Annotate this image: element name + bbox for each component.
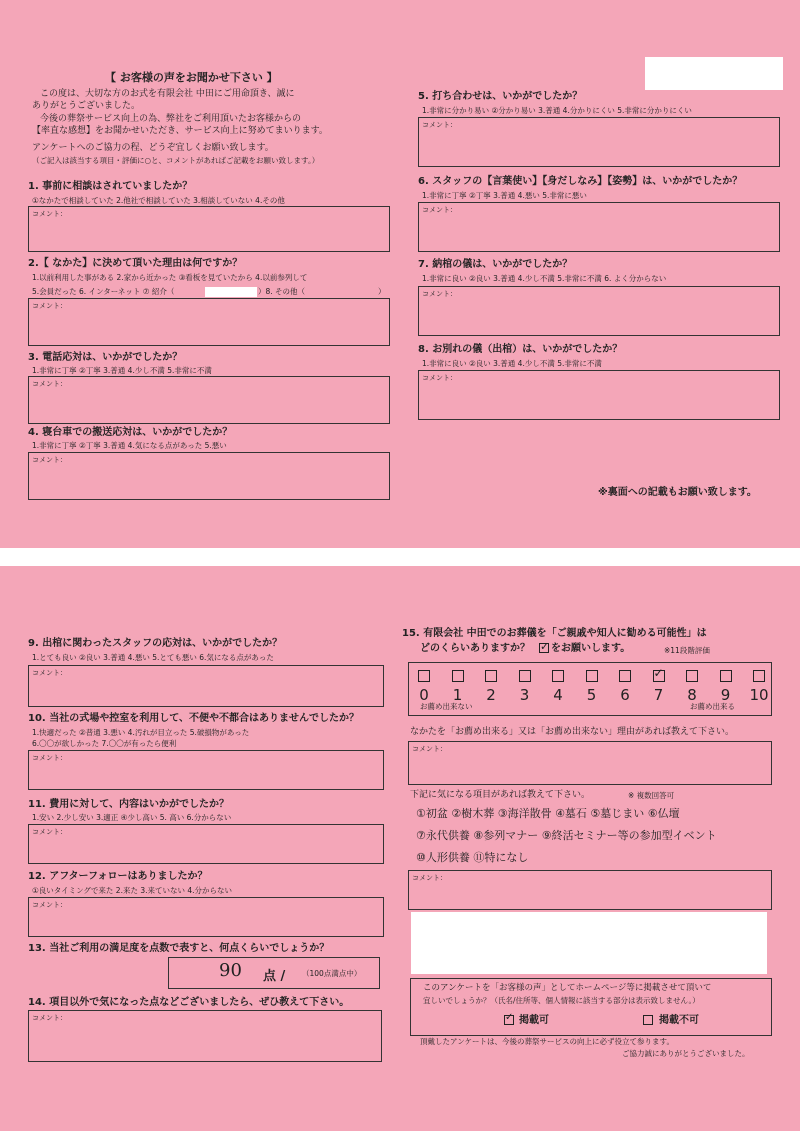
question-title: 9. 出棺に関わったスタッフの応対は、いかがでしたか？ — [28, 638, 283, 649]
question-options: ）8. その他（ — [258, 287, 306, 296]
scale-number: 0 — [419, 686, 429, 704]
question-title: 10. 当社の式場や控室を利用して、不便や不都合はありませんでしたか？ — [28, 713, 359, 724]
question-options: 1.非常に分かり易い ②分かり易い 3.普通 4.分かりにくい 5.非常に分かりにくい — [422, 106, 692, 115]
comment-box[interactable] — [28, 206, 390, 252]
comment-box[interactable] — [418, 202, 780, 252]
comment-label: コメント： — [32, 669, 67, 677]
question-options: 1.以前利用した事がある 2.家から近かった ③看板を見ていたから 4.以前参列して — [32, 273, 308, 282]
footer-text: 頂戴したアンケートは、今後の葬祭サービスの向上に必ず役立て参ります。 — [420, 1037, 674, 1046]
publish-yes-label: 掲載可 — [519, 1015, 549, 1026]
scale-checkbox[interactable] — [753, 670, 765, 682]
publish-no-checkbox[interactable] — [643, 1015, 653, 1025]
score-box[interactable] — [168, 957, 380, 989]
comment-box[interactable] — [28, 1010, 382, 1062]
comment-label: コメント： — [32, 901, 67, 909]
question-title: 6. スタッフの【言葉使い】【身だしなみ】【姿勢】は、いかがでしたか？ — [418, 176, 743, 187]
scale-high-label: お薦め出来る — [690, 702, 735, 711]
scale-number: 4 — [553, 686, 563, 704]
question-title: 11. 費用に対して、内容はいかがでしたか？ — [28, 799, 229, 810]
publish-yes-checkbox[interactable]: ✓ — [505, 1012, 514, 1023]
question-options: 1.非常に良い ②良い 3.普通 4.少し不満 5.非常に不満 6. よく分からない — [422, 274, 667, 283]
publish-consent-box — [410, 978, 772, 1036]
back-note: ※裏面への記載もお願い致します。 — [598, 487, 757, 498]
comment-box[interactable] — [28, 298, 390, 346]
comment-box[interactable] — [418, 286, 780, 336]
comment-box[interactable] — [408, 870, 772, 910]
comment-box[interactable] — [28, 452, 390, 500]
comment-label: コメント： — [422, 290, 457, 298]
comment-box[interactable] — [28, 897, 384, 937]
survey-title: 【 お客様の声をお聞かせ下さい 】 — [105, 71, 278, 84]
publish-question: 宜しいでしょうか？（氏名/住所等、個人情報に該当する部分は表示致しません。） — [423, 996, 700, 1005]
scale-number: 10 — [749, 686, 769, 704]
scale-number: 3 — [519, 686, 530, 704]
intro-line: ありがとうございました。 — [32, 101, 141, 111]
comment-box[interactable] — [418, 370, 780, 420]
intro-line: （ご記入は該当する項目・評価に○と、コメントがあればご記載をお願い致します。） — [32, 156, 320, 165]
question-title: をお願いします。 — [551, 643, 631, 654]
scale-checkbox[interactable] — [720, 670, 732, 682]
comment-label: コメント： — [32, 380, 67, 388]
comment-box[interactable] — [28, 750, 384, 790]
comment-label: コメント： — [32, 302, 67, 310]
question-title: 4. 寝台車での搬送応対は、いかがでしたか？ — [28, 427, 233, 438]
check-icon: ✓ — [653, 666, 664, 680]
question-options: ①なかたで相談していた 2.他社で相談していた 3.相談していない 4.その他 — [32, 196, 285, 205]
comment-label: コメント： — [32, 754, 67, 762]
comment-label: コメント： — [422, 374, 457, 382]
scale-checkbox[interactable] — [485, 670, 497, 682]
scale-number: 5 — [586, 686, 597, 704]
question-title: 3. 電話応対は、いかがでしたか？ — [28, 352, 183, 363]
scale-checkbox[interactable] — [452, 670, 464, 682]
question-title: 5. 打ち合わせは、いかがでしたか？ — [418, 91, 583, 102]
interests-row[interactable]: ⑦永代供養 ⑧参列マナー ⑨終活セミナー等の参加型イベント — [416, 829, 717, 842]
publish-no-label: 掲載不可 — [659, 1015, 699, 1026]
question-title: 8. お別れの儀（出棺）は、いかがでしたか？ — [418, 344, 623, 355]
survey-page-front — [0, 0, 800, 548]
comment-label: コメント： — [32, 456, 67, 464]
redacted-area — [411, 912, 767, 974]
comment-label: コメント： — [32, 828, 67, 836]
interests-row[interactable]: ⑩人形供養 ⑪特になし — [416, 851, 529, 864]
comment-label: コメント： — [412, 874, 447, 882]
question-title: 15. 有限会社 中田でのお葬儀を「ご親戚や知人に勧める可能性」は — [402, 628, 707, 639]
score-max: （100点満点中） — [302, 969, 362, 978]
question-options: 1.快適だった ②普通 3.悪い 4.汚れが目立った 5.破損物があった — [32, 728, 250, 737]
redacted-area — [645, 57, 783, 90]
scale-note: ※11段階評価 — [664, 646, 710, 655]
intro-line: 今後の葬祭サービス向上の為、弊社をご利用頂いたお客様からの — [40, 114, 302, 124]
question-options: 1.安い 2.少し安い 3.適正 ④少し高い 5. 高い 6.分からない — [32, 813, 232, 822]
comment-label: コメント： — [412, 745, 447, 753]
question-title: 2.【 なかた】に決めて頂いた理由は何ですか？ — [28, 258, 243, 269]
comment-box[interactable] — [28, 376, 390, 424]
question-options: 1.非常に丁寧 ②丁寧 3.普通 4.気になる点があった 5.悪い — [32, 441, 227, 450]
scale-number: 7 — [653, 686, 664, 704]
comment-label: コメント： — [32, 210, 67, 218]
comment-label: コメント： — [422, 206, 457, 214]
question-options: ①良いタイミングで来た 2.来た 3.来ていない 4.分からない — [32, 886, 233, 895]
comment-label: コメント： — [422, 121, 457, 129]
comment-box[interactable] — [28, 665, 384, 707]
scale-number: 9 — [720, 686, 731, 704]
comment-label: コメント： — [32, 1014, 67, 1022]
scale-checkbox[interactable] — [519, 670, 531, 682]
intro-line: 【率直な感想】をお聞かせいただき、サービス向上に努めてまいります。 — [32, 126, 328, 136]
scale-number: 1 — [452, 686, 463, 704]
interests-title: 下記に気になる項目があれば教えて下さい。 — [410, 790, 591, 800]
interests-note: ※ 複数回答可 — [628, 791, 675, 800]
comment-box[interactable] — [28, 824, 384, 864]
comment-box[interactable] — [408, 741, 772, 785]
scale-checkbox[interactable] — [552, 670, 564, 682]
question-title: 14. 項目以外で気になった点などございましたら、ぜひ教えて下さい。 — [28, 997, 350, 1008]
scale-checkbox[interactable] — [418, 670, 430, 682]
intro-line: この度は、大切な方のお式を有限会社 中田にご用命頂き、誠に — [40, 89, 295, 99]
redacted-area — [205, 287, 257, 297]
scale-number: 2 — [486, 686, 496, 704]
interests-row[interactable]: ①初盆 ②樹木葬 ③海洋散骨 ④墓石 ⑤墓じまい ⑥仏壇 — [416, 807, 680, 820]
scale-number: 6 — [620, 686, 630, 704]
reason-prompt: なかたを「お薦め出来る」又は「お薦め出来ない」理由があれば教えて下さい。 — [410, 727, 735, 737]
scale-checkbox[interactable] — [653, 666, 665, 682]
scale-number: 8 — [687, 686, 697, 704]
question-options: 5.会員だった 6. インターネット ⑦ 紹介（ — [32, 287, 175, 296]
scale-checkbox[interactable] — [619, 670, 631, 682]
question-options: 1.非常に丁寧 ②丁寧 3.普通 4.悪い 5.非常に悪い — [422, 191, 587, 200]
check-example-box: ✓ — [540, 640, 550, 653]
question-options: 6.〇〇が欲しかった 7.〇〇が有ったら便利 — [32, 739, 177, 748]
score-unit: 点 / — [263, 969, 286, 984]
question-options: 1.とても良い ②良い 3.普通 4.悪い 5.とても悪い 6.気になる点があった — [32, 653, 274, 662]
question-title: どのくらいありますか？ — [420, 643, 530, 654]
question-title: 1. 事前に相談はされていましたか？ — [28, 181, 193, 192]
scale-checkbox[interactable] — [686, 670, 698, 682]
intro-line: アンケートへのご協力の程、どうぞ宜しくお願い致します。 — [32, 143, 274, 153]
comment-box[interactable] — [418, 117, 780, 167]
question-title: 13. 当社ご利用の満足度を点数で表すと、何点くらいでしょうか？ — [28, 943, 330, 954]
question-title: 12. アフターフォローはありましたか？ — [28, 871, 208, 882]
publish-question: このアンケートを「お客様の声」としてホームページ等に掲載させて頂いて — [423, 983, 712, 993]
scale-checkbox[interactable] — [586, 670, 598, 682]
footer-text: ご協力誠にありがとうございました。 — [622, 1049, 750, 1058]
scale-low-label: お薦め出来ない — [420, 702, 473, 711]
question-title: 7. 納棺の儀は、いかがでしたか？ — [418, 259, 573, 270]
score-value: 90 — [219, 960, 242, 981]
question-options: 1.非常に良い ②良い 3.普通 4.少し不満 5.非常に不満 — [422, 359, 602, 368]
question-options: ） — [378, 287, 386, 296]
question-options: 1.非常に丁寧 ②丁寧 3.普通 4.少し不満 5.非常に不満 — [32, 366, 212, 375]
